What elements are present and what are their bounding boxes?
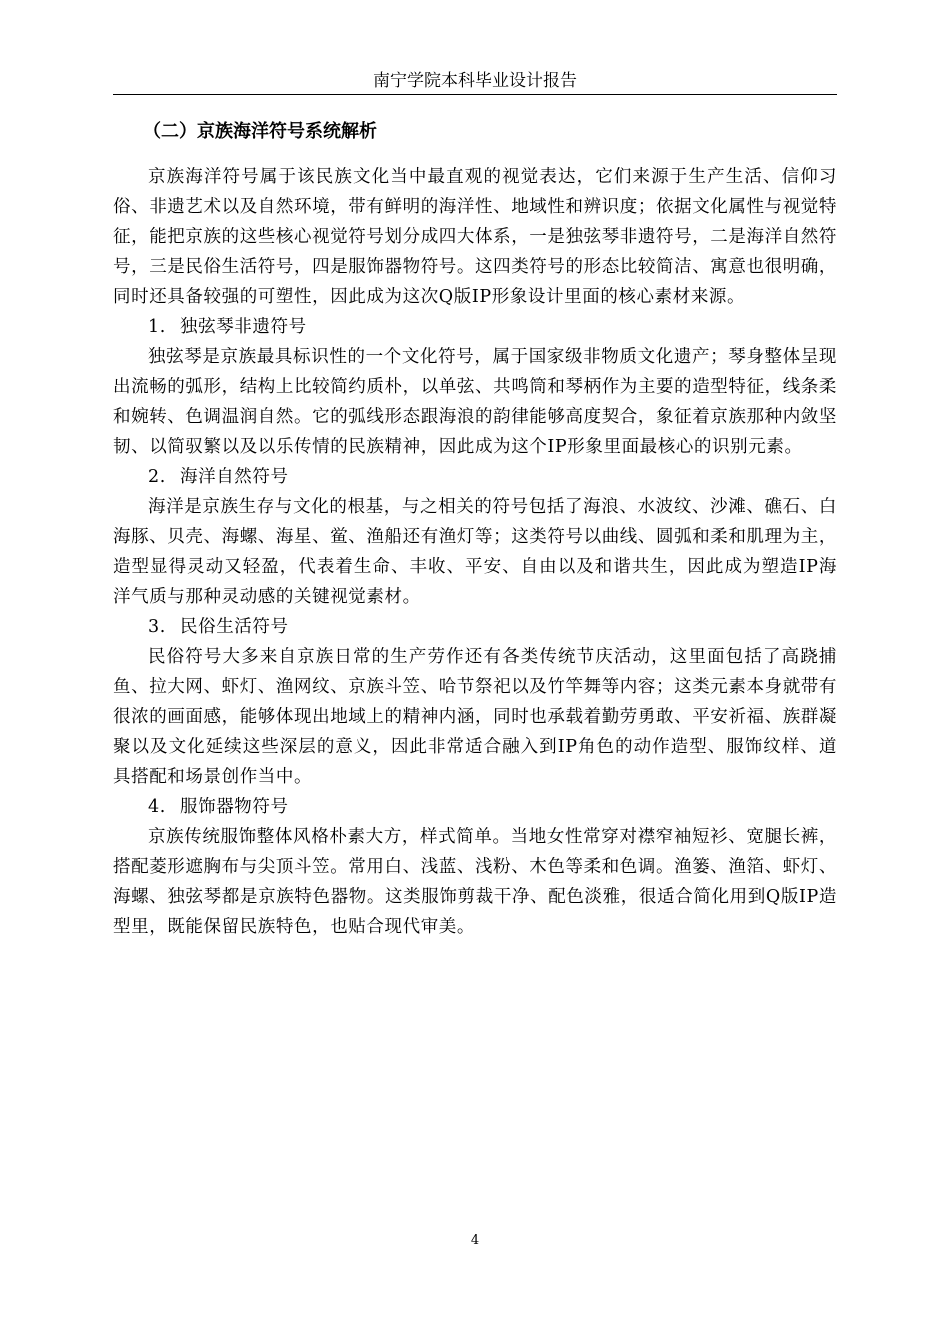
subheading-title: 服饰器物符号	[180, 797, 289, 817]
body-paragraph-4: 京族传统服饰整体风格朴素大方，样式简单。当地女性常穿对襟窄袖短衫、宽腿长裤，搭配菱形遮胸布与尖顶斗笠。常用白、浅蓝、浅粉、木色等柔和色调。渔篓、渔箔、虾灯、海螺、独弦琴都是京族特色器物。这类服饰剪裁干净、配色淡雅，很适合简化用到Q版IP造型里，既能保留民族特色，也贴合现代审美。	[113, 827, 837, 937]
page-header	[113, 68, 837, 95]
page-number: 4	[470, 1233, 480, 1248]
body-paragraph-3: 民俗符号大多来自京族日常的生产劳作还有各类传统节庆活动，这里面包括了高跷捕鱼、拉大网、虾灯、渔网纹、京族斗笠、哈节祭祀以及竹竿舞等内容；这类元素本身就带有很浓的画面感，能够体现出地域上的精神内涵，同时也承载着勤劳勇敢、平安祈福、族群凝聚以及文化延续这些深层的意义，因此非常适合融入到IP角色的动作造型、服饰纹样、道具搭配和场景创作当中。	[113, 647, 837, 787]
subheading-number: 3.	[148, 617, 166, 637]
subheading-number: 1.	[148, 317, 166, 337]
subheading-title: 独弦琴非遗符号	[180, 317, 307, 337]
subheading-title: 海洋自然符号	[180, 467, 289, 487]
document-body	[113, 118, 837, 942]
subheading-4	[113, 792, 837, 822]
subheading-3	[113, 612, 837, 642]
subheading-2	[113, 462, 837, 492]
subheading-title: 民俗生活符号	[180, 617, 289, 637]
intro-paragraph: 京族海洋符号属于该民族文化当中最直观的视觉表达，它们来源于生产生活、信仰习俗、非遗艺术以及自然环境，带有鲜明的海洋性、地域性和辨识度；依据文化属性与视觉特征，能把京族的这些核心视觉符号划分成四大体系，一是独弦琴非遗符号，二是海洋自然符号，三是民俗生活符号，四是服饰器物符号。这四类符号的形态比较简洁、寓意也很明确，同时还具备较强的可塑性，因此成为这次Q版IP形象设计里面的核心素材来源。	[113, 167, 837, 307]
body-paragraph-2: 海洋是京族生存与文化的根基，与之相关的符号包括了海浪、水波纹、沙滩、礁石、白海豚、贝壳、海螺、海星、鲎、渔船还有渔灯等；这类符号以曲线、圆弧和柔和肌理为主，造型显得灵动又轻盈，代表着生命、丰收、平安、自由以及和谐共生，因此成为塑造IP海洋气质与那种灵动感的关键视觉素材。	[113, 497, 837, 607]
section-title: （二）京族海洋符号系统解析	[143, 121, 377, 142]
subheading-1	[113, 312, 837, 342]
header-title: 南宁学院本科毕业设计报告	[373, 71, 577, 91]
body-paragraph-1: 独弦琴是京族最具标识性的一个文化符号，属于国家级非物质文化遗产；琴身整体呈现出流畅的弧形，结构上比较简约质朴，以单弦、共鸣筒和琴柄作为主要的造型特征，线条柔和婉转、色调温润自然。它的弧线形态跟海浪的韵律能够高度契合，象征着京族那种内敛坚韧、以简驭繁以及以乐传情的民族精神，因此成为这个IP形象里面最核心的识别元素。	[113, 347, 837, 457]
subheading-number: 2.	[148, 467, 166, 487]
subheading-number: 4.	[148, 797, 166, 817]
